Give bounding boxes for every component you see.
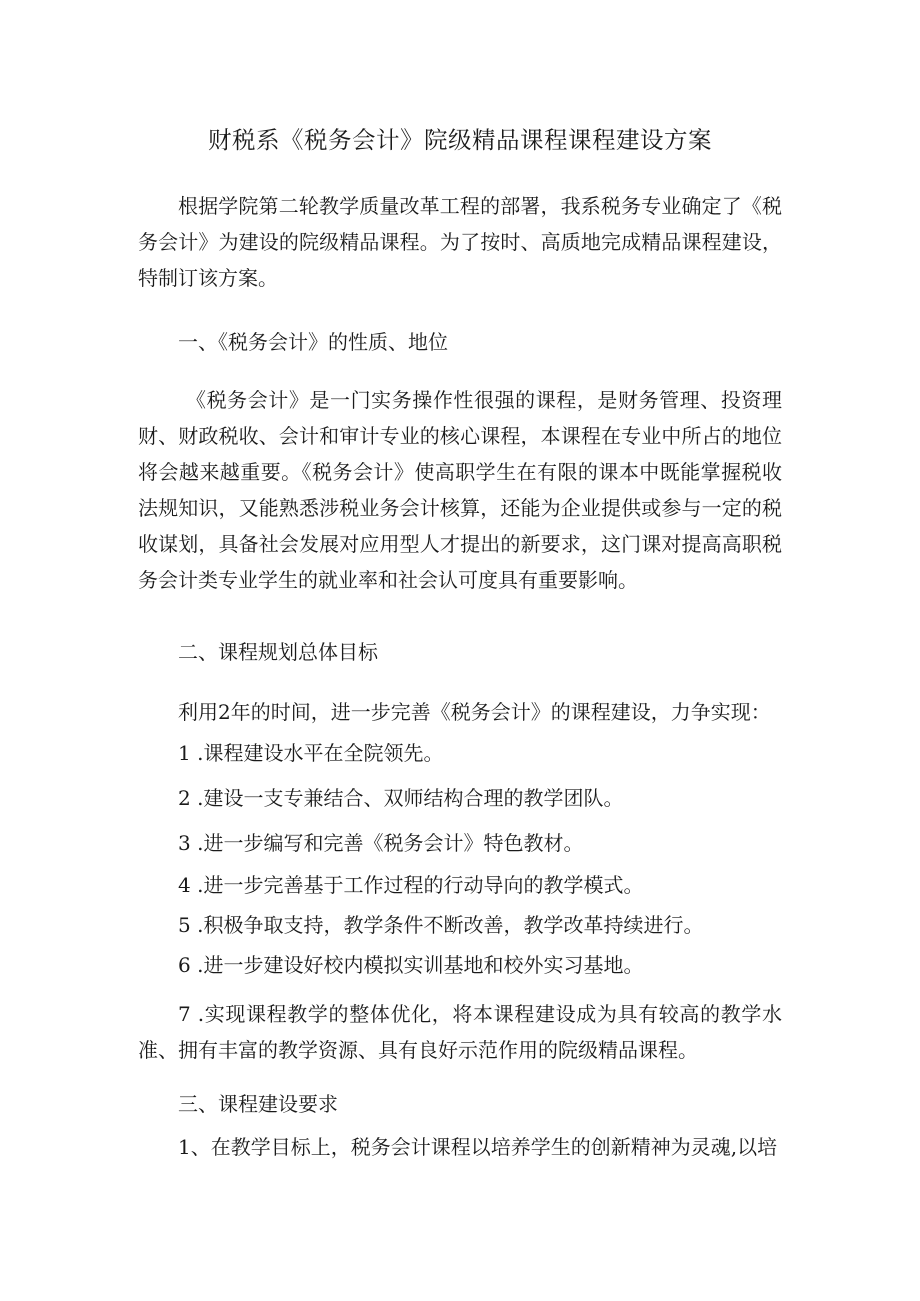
goal-item: 3 .进一步编写和完善《税务会计》特色教材。 bbox=[178, 831, 584, 855]
goals-intro: 利用2年的时间，进一步完善《税务会计》的课程建设，力争实现： bbox=[178, 700, 771, 724]
goal-item: 2 .建设一支专兼结合、双师结构合理的教学团队。 bbox=[178, 786, 624, 810]
requirement-item: 1、在教学目标上，税务会计课程以培养学生的创新精神为灵魂,以培 bbox=[178, 1135, 778, 1159]
goal-item: 4 .进一步完善基于工作过程的行动导向的教学模式。 bbox=[178, 873, 644, 897]
section-2-heading: 二、课程规划总体目标 bbox=[178, 640, 378, 664]
goal-item: 1 .课程建设水平在全院领先。 bbox=[178, 741, 444, 765]
section-3-heading: 三、课程建设要求 bbox=[178, 1092, 338, 1116]
document-title: 财税系《税务会计》院级精品课程课程建设方案 bbox=[208, 126, 712, 154]
goal-item: 5 .积极争取支持，教学条件不断改善，教学改革持续进行。 bbox=[178, 913, 704, 937]
section-1-body: 《税务会计》是一门实务操作性很强的课程，是财务管理、投资理财、财政税收、会计和审计专业的核心课程，本课程在专业中所占的地位将会越来越重要。《税务会计》使高职学生在有限的课本中既能掌握税收法规知识，又能熟悉涉税业务会计核算，还能为企业提供或参与一定的税收谋划，具备社会发展对应用型人才提出的新要求，这门课对提高高职税务会计类专业学生的就业率和社会认可度具有重要影响。 bbox=[138, 388, 782, 592]
intro-paragraph: 根据学院第二轮教学质量改革工程的部署，我系税务专业确定了《税务会计》为建设的院级精品课程。为了按时、高质地完成精品课程建设，特制订该方案。 bbox=[138, 194, 782, 290]
section-1-heading: 一、《税务会计》的性质、地位 bbox=[178, 330, 448, 354]
goal-item: 6 .进一步建设好校内模拟实训基地和校外实习基地。 bbox=[178, 953, 644, 977]
goal-item: 7 .实现课程教学的整体优化，将本课程建设成为具有较高的教学水准、拥有丰富的教学资源、具有良好示范作用的院级精品课程。 bbox=[138, 1002, 782, 1062]
